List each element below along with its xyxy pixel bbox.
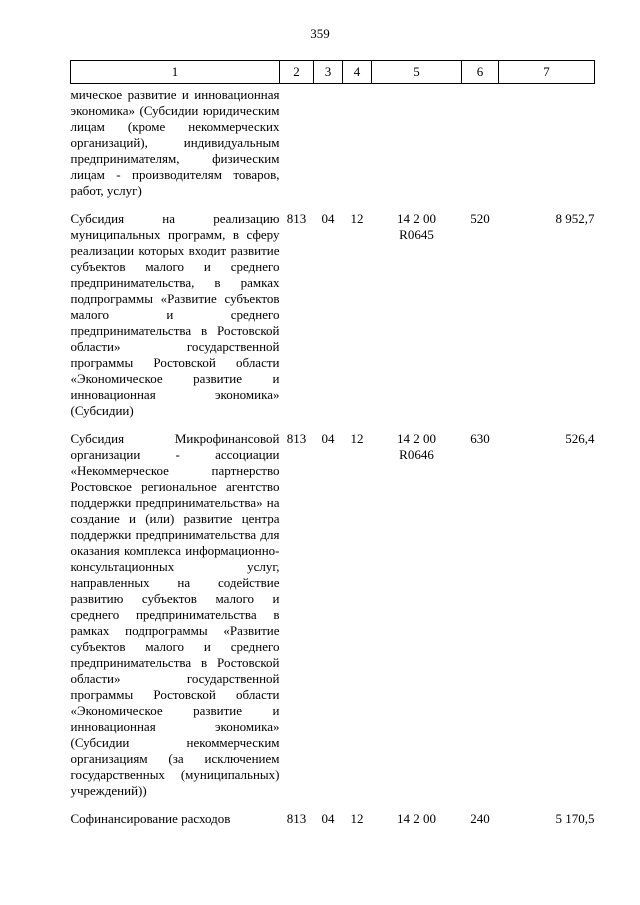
target-article-part: R0645 [399, 227, 434, 242]
cell-expense-type: 630 [470, 431, 490, 446]
page-number: 359 [310, 26, 330, 41]
cell-admin-code: 813 [286, 211, 307, 226]
cell-section: 04 [321, 211, 335, 226]
target-article-part: 14 2 00 [397, 431, 436, 446]
cell-target-article [372, 811, 462, 839]
table-row [71, 211, 595, 431]
cell-section: 04 [321, 431, 335, 446]
cell-subsection: 12 [350, 211, 364, 226]
cell-admin-code [280, 84, 314, 212]
target-article-part: 14 2 00 [397, 811, 436, 826]
cell-subsection: 12 [350, 431, 364, 446]
cell-target-article [372, 211, 462, 431]
column-header: 3 [314, 61, 343, 84]
column-header: 5 [372, 61, 462, 84]
cell-expense-type [462, 84, 499, 212]
budget-table [70, 60, 595, 839]
column-header: 6 [462, 61, 499, 84]
column-header: 2 [280, 61, 314, 84]
row-description: Субсидия Микрофинансовой организации - ассоциации «Некоммерческое партнерство Ростовское региональное агентство поддержки предпринимательства» на создание и (или) развитие центра поддержки предпринимательства для оказания комплекса информационно-консультационных услуг, направленных на содействие развитию субъектов малого и среднего предпринимательства в рамках подпрограммы «Развитие субъектов малого и среднего предпринимательства в Ростовской области» государственной программы Ростовской области «Экономическое развитие и инновационная экономика» (Субсидии некоммерческим организациям (за исключением государственных (муниципальных) учреждений)) [70, 431, 280, 798]
target-article-part: R0646 [399, 447, 434, 462]
cell-admin-code: 813 [286, 431, 307, 446]
target-article-part: 14 2 00 [397, 211, 436, 226]
cell-expense-type: 520 [470, 211, 490, 226]
column-header: 1 [71, 61, 280, 84]
column-header: 4 [343, 61, 372, 84]
header-row [71, 61, 595, 84]
row-description: Софинансирование расходов [70, 811, 231, 826]
row-description: мическое развитие и инновационная экономика» (Субсидии юридическим лицам (кроме некоммерческих организаций), индивидуальным предпринимателям, физическим лицам - производителям товаров, работ, услуг) [70, 87, 280, 198]
table-row [71, 431, 595, 811]
cell-amount: 5 170,5 [555, 811, 595, 826]
cell-section [314, 84, 343, 212]
column-header: 7 [499, 61, 595, 84]
cell-expense-type: 240 [470, 811, 490, 826]
cell-target-article [372, 431, 462, 811]
cell-admin-code: 813 [286, 811, 307, 826]
cell-subsection: 12 [350, 811, 364, 826]
cell-amount: 8 952,7 [555, 211, 595, 226]
table-row [71, 811, 595, 839]
cell-amount: 526,4 [565, 431, 595, 446]
row-description: Субсидия на реализацию муниципальных программ, в сферу реализации которых входит развитие субъектов малого и среднего предпринимательства, в рамках подпрограммы «Развитие субъектов малого и среднего предпринимательства в Ростовской области» государственной программы Ростовской области «Экономическое развитие и инновационная экономика» (Субсидии) [70, 211, 280, 418]
cell-amount [499, 84, 595, 212]
cell-target-article [372, 84, 462, 212]
cell-section: 04 [321, 811, 335, 826]
table-row [71, 84, 595, 212]
cell-subsection [343, 84, 372, 212]
